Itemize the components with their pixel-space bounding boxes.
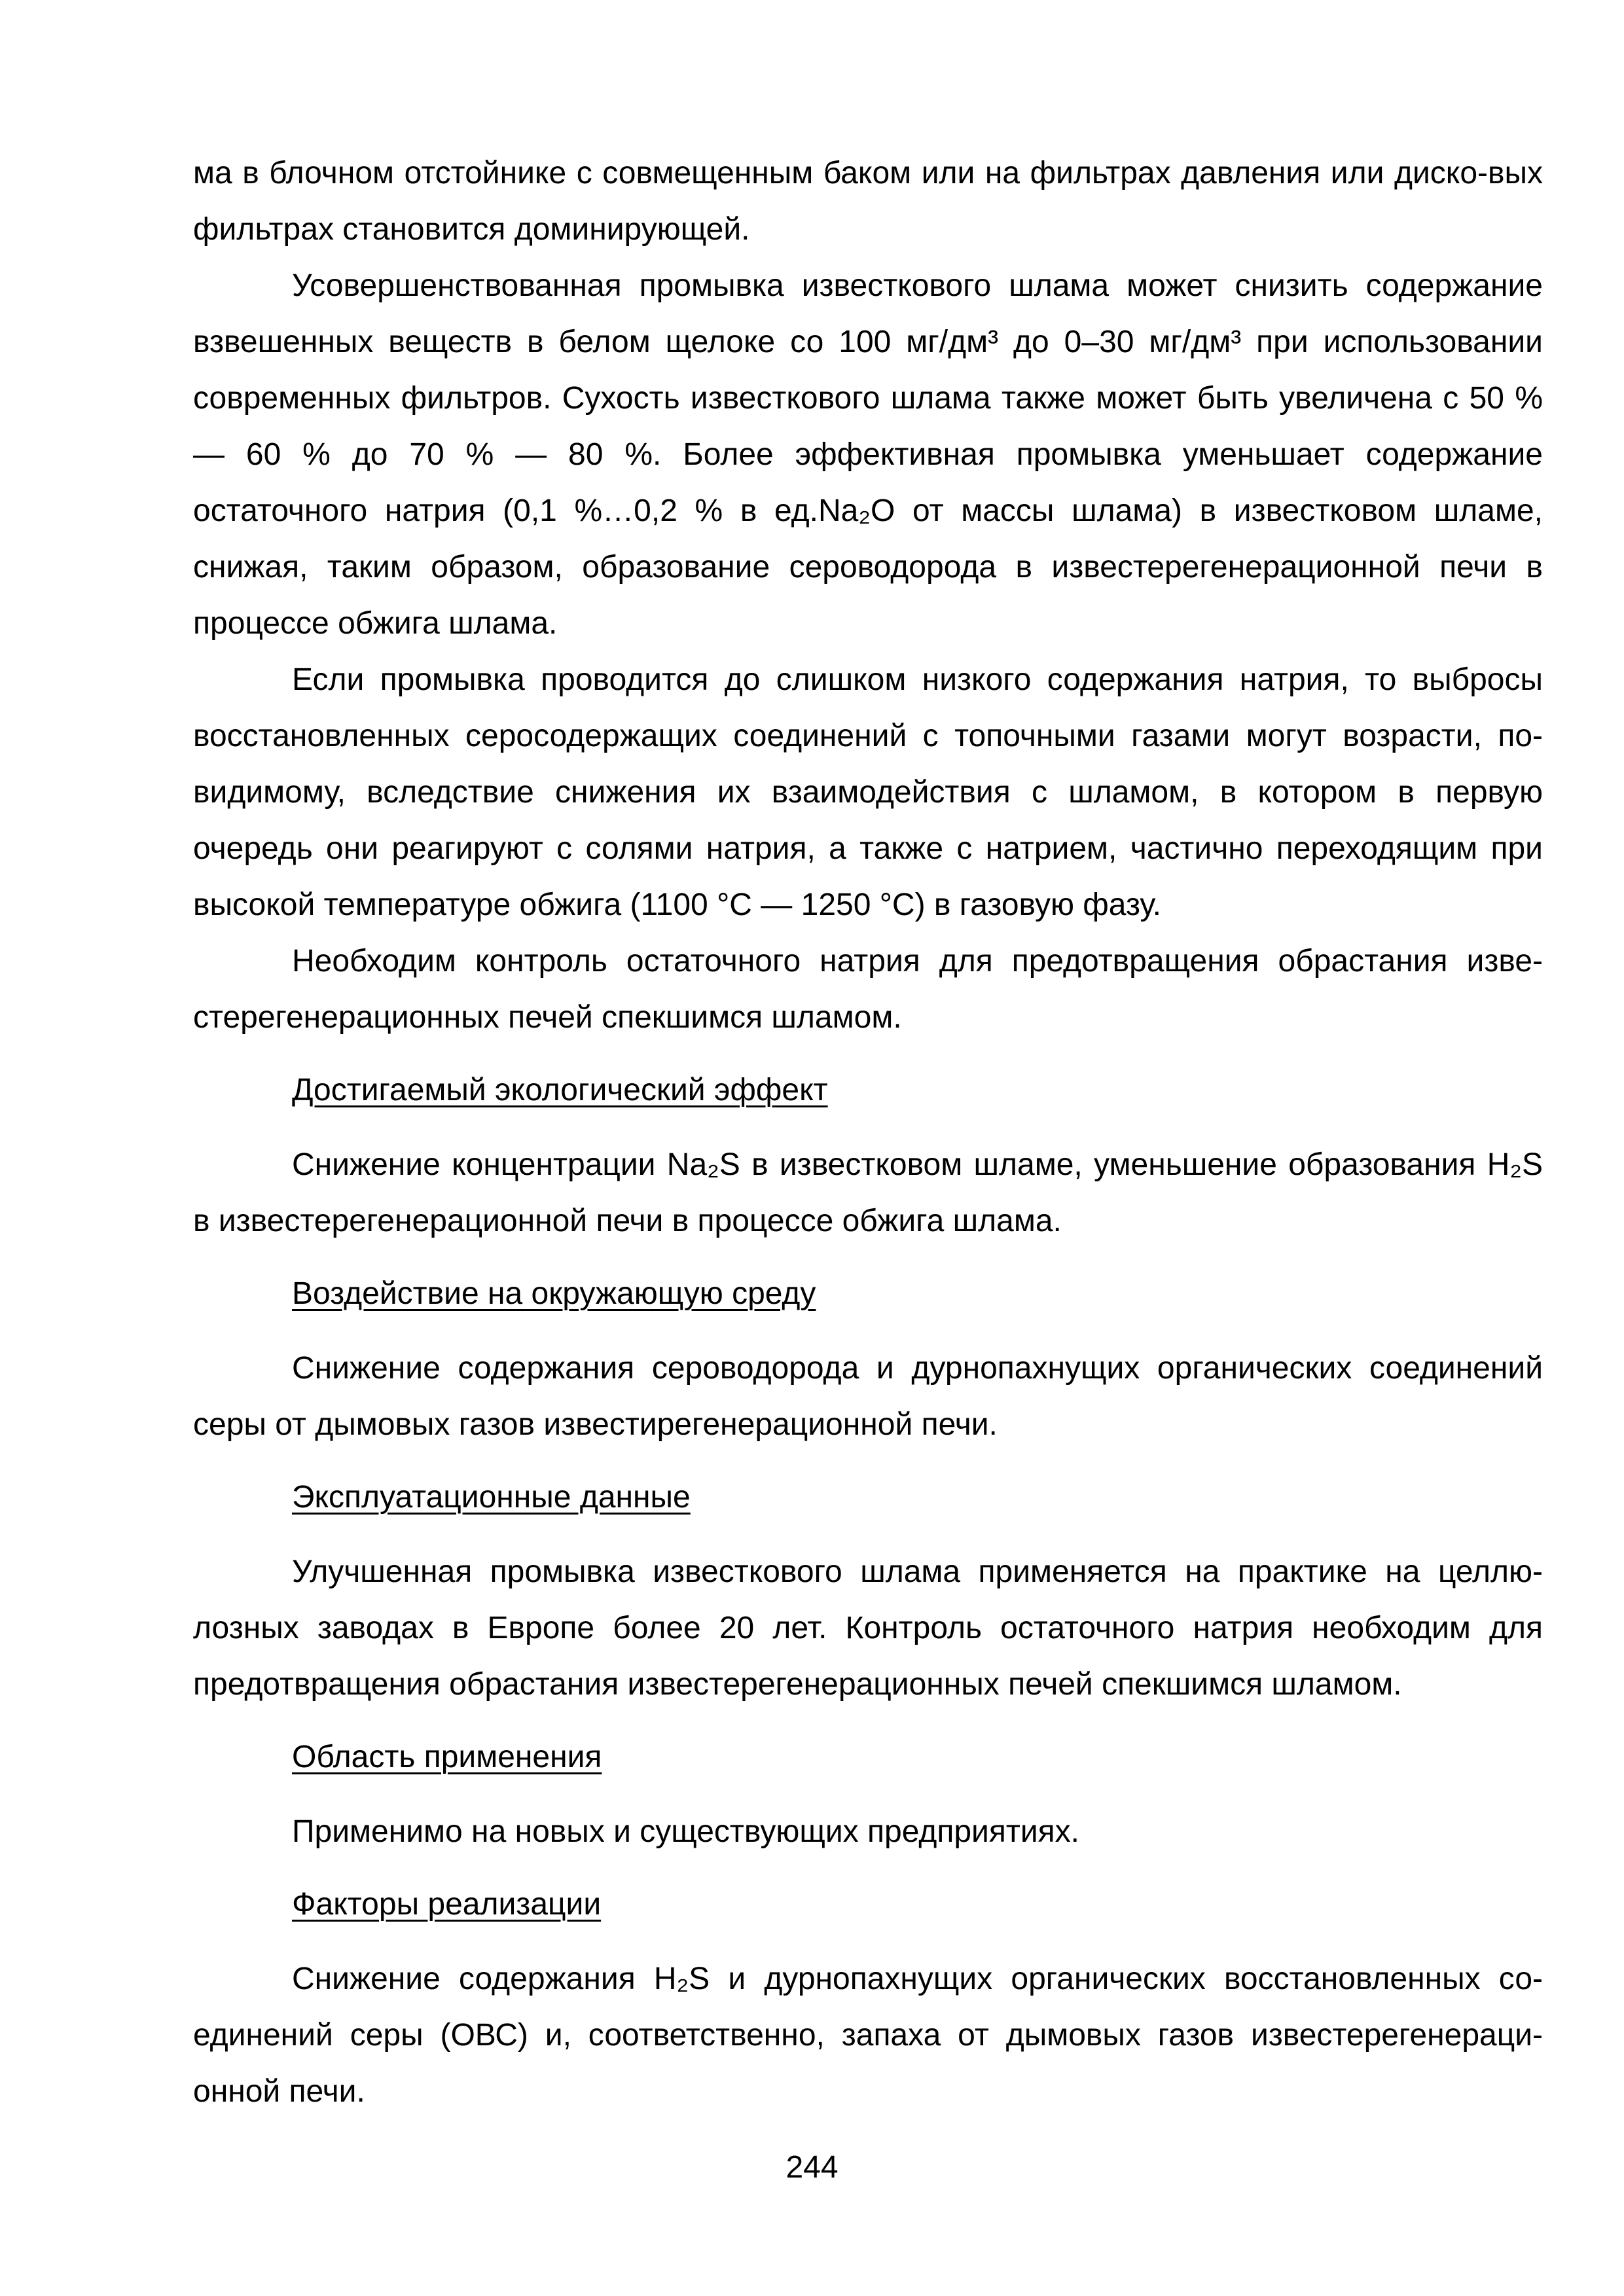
paragraph-lime-mud-washing: Усовершенствованная промывка известкового шлама может снизить содержание взвешенных веществ в белом щелоке со 100 мг/дм³ до 0–30 мг/дм³ при использовании современных фильтров. Сухость известкового шлама также может быть увеличена с 50 % — 60 % до 70 % — 80 %. Более эффективная промывка уменьшает содержание остаточного натрия (0,1 %…0,2 % в ед.Na₂O от массы шлама) в известковом шламе, снижая, таким образом, образование сероводорода в известерегенерационной печи в процессе обжига шлама.	[193, 268, 1543, 641]
heading-environment-impact: Воздействие на окружающую среду	[292, 1276, 816, 1311]
heading-implementation-factors: Факторы реализации	[292, 1887, 602, 1922]
text-environment-impact: Снижение содержания сероводорода и дурнопахнущих органических соединений серы от дымовых газов известирегенерационной печи.	[193, 1351, 1543, 1442]
heading-scope: Область применения	[292, 1740, 602, 1774]
text-implementation-factors: Снижение содержания H₂S и дурнопахнущих органических восстановленных со-единений серы (ОВС) и, соответственно, запаха от дымовых газов известерегенераци-онной печи.	[193, 1962, 1543, 2109]
document-page	[193, 145, 1543, 2120]
paragraph-sodium-content: Если промывка проводится до слишком низкого содержания натрия, то выбросы восстановленных серосодержащих соединений с топочными газами могут возрасти, по-видимому, вследствие снижения их взаимодействия с шламом, в котором в первую очередь они реагируют с солями натрия, а также с натрием, частично переходящим при высокой температуре обжига (1100 °С — 1250 °С) в газовую фазу.	[193, 662, 1543, 922]
page-number: 244	[785, 2150, 839, 2185]
text-scope: Применимо на новых и существующих предприятиях.	[292, 1814, 1079, 1849]
paragraph-sodium-control: Необходим контроль остаточного натрия для предотвращения обрастания изве-стерегенерационных печей спекшимся шламом.	[193, 944, 1543, 1035]
heading-operational-data: Эксплуатационные данные	[292, 1480, 691, 1515]
heading-environmental-effect: Достигаемый экологический эффект	[292, 1073, 828, 1107]
text-environmental-effect: Снижение концентрации Na₂S в известковом шламе, уменьшение образования H₂S в известерегенерационной печи в процессе обжига шлама.	[193, 1147, 1543, 1238]
text-operational-data: Улучшенная промывка известкового шлама применяется на практике на целлю-лозных заводах в Европе более 20 лет. Контроль остаточного натрия необходим для предотвращения обрастания известерегенерационных печей спекшимся шламом.	[193, 1554, 1543, 1702]
paragraph-continuation: ма в блочном отстойнике с совмещенным баком или на фильтрах давления или диско-вых фильтрах становится доминирующей.	[193, 156, 1543, 247]
